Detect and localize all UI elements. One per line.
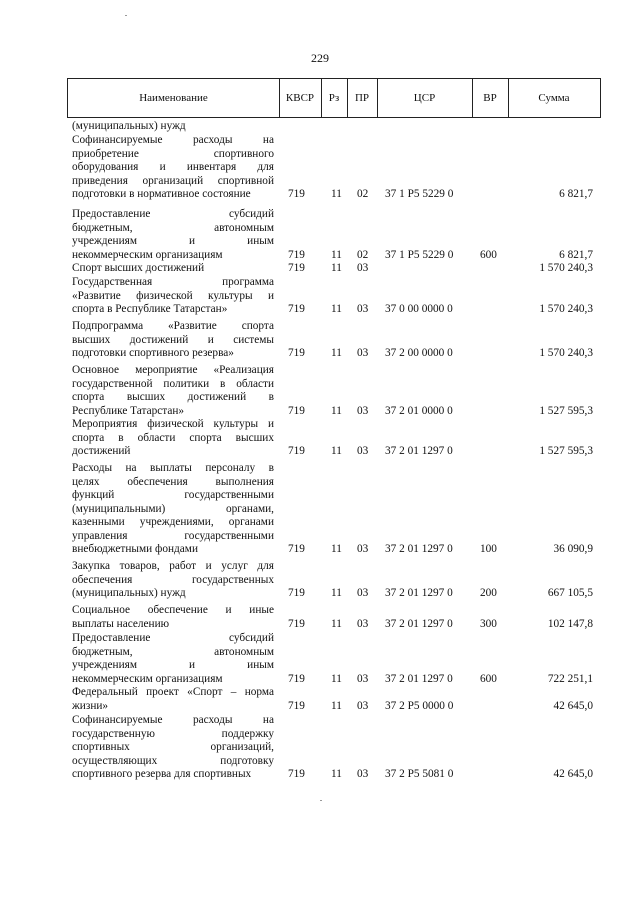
cell-rz: 11 (331, 445, 342, 457)
row-name-line: бюджетным, автономным (72, 221, 274, 234)
cell-pr: 03 (357, 617, 369, 630)
cell-rz: 11 (331, 303, 342, 315)
row-name (72, 262, 274, 276)
header-rz: Рз (328, 92, 340, 104)
row-name-line: Федеральный проект «Спорт – норма (72, 686, 274, 698)
table-header (67, 78, 601, 118)
header-vr: ВР (483, 92, 497, 104)
row-name-line: учреждениям и иным (72, 659, 274, 671)
row-name-line: Расходы на выплаты персоналу в (72, 462, 274, 474)
row-name-line: бюджетным, автономным (72, 645, 274, 658)
cell-kvsr: 719 (288, 404, 305, 417)
row-name-line: казенными учреждениями, органами (72, 516, 274, 528)
cell-sum: 1 570 240,3 (539, 303, 593, 315)
row-name-line: некоммерческим организациям (72, 248, 223, 261)
cell-sum: 1 570 240,3 (539, 262, 593, 274)
cell-rz: 11 (331, 188, 342, 200)
header-kvsr: КВСР (285, 92, 315, 104)
cell-csr: 37 2 01 0000 0 (385, 404, 453, 417)
cell-vr: 600 (480, 672, 497, 685)
row-name-line: Закупка товаров, работ и услуг для (72, 560, 274, 572)
row-name (72, 418, 274, 459)
cell-csr: 37 2 Р5 0000 0 (385, 699, 454, 712)
row-name-line: Республике Татарстан» (72, 404, 185, 417)
cell-csr: 37 2 01 1297 0 (385, 587, 453, 599)
cell-pr: 03 (357, 587, 369, 599)
row-name-line: целях обеспечения выполнения (72, 475, 274, 488)
row-name-line: обеспечения государственных (72, 573, 274, 586)
row-name-line: высших достижений и системы (72, 333, 274, 346)
cell-rz: 11 (331, 768, 342, 780)
cell-rz: 11 (331, 699, 342, 712)
cell-kvsr: 719 (288, 699, 305, 712)
row-name-line: оборудования и инвентаря для (72, 161, 274, 173)
row-name (72, 560, 274, 601)
cell-rz: 11 (331, 617, 342, 630)
row-name-line: Спорт высших достижений (72, 262, 205, 274)
header-pr: ПР (354, 92, 370, 104)
cell-csr: 37 2 01 1297 0 (385, 672, 453, 685)
row-name (72, 714, 274, 782)
cell-kvsr: 719 (288, 587, 305, 599)
cell-rz: 11 (331, 587, 342, 599)
cell-csr: 37 0 00 0000 0 (385, 303, 453, 315)
cell-sum: 6 821,7 (559, 188, 593, 200)
cell-rz: 11 (331, 248, 342, 261)
cell-csr: 37 1 Р5 5229 0 (385, 188, 454, 200)
row-name-line: Подпрограмма «Развитие спорта (72, 320, 274, 332)
cell-rz: 11 (331, 672, 342, 685)
cell-kvsr: 719 (288, 543, 305, 555)
row-name-line: (муниципальными) органами, (72, 502, 274, 515)
row-name-line: Софинансируемые расходы на (72, 714, 274, 726)
row-name-line: Основное мероприятие «Реализация (72, 364, 274, 376)
cell-kvsr: 719 (288, 768, 305, 780)
cell-kvsr: 719 (288, 445, 305, 457)
header-csr: ЦСР (413, 92, 436, 104)
cell-csr: 37 1 Р5 5229 0 (385, 248, 454, 261)
cell-csr: 37 2 01 1297 0 (385, 543, 453, 555)
row-name-line: Социальное обеспечение и иные (72, 604, 274, 616)
cell-csr: 37 2 Р5 5081 0 (385, 768, 454, 780)
cell-pr: 03 (357, 347, 369, 359)
cell-kvsr: 719 (288, 303, 305, 315)
row-name-line: подготовки в нормативное состояние (72, 188, 251, 200)
header-name: Наименование (139, 92, 208, 104)
cell-kvsr: 719 (288, 617, 305, 630)
row-name-line: спорта высших достижений в (72, 391, 274, 403)
cell-vr: 200 (480, 587, 497, 599)
row-name (72, 208, 274, 262)
cell-sum: 722 251,1 (547, 672, 593, 685)
row-name-line: Предоставление субсидий (72, 632, 274, 644)
row-name (72, 632, 274, 686)
cell-pr: 03 (357, 262, 369, 274)
cell-sum: 42 645,0 (553, 768, 593, 780)
row-name-line: спорта в области спорта высших (72, 431, 274, 444)
cell-rz: 11 (331, 543, 342, 555)
cell-sum: 1 527 595,3 (539, 404, 593, 417)
row-name (72, 276, 274, 317)
cell-sum: 1 527 595,3 (539, 445, 593, 457)
row-name-line: спортивных организаций, (72, 741, 274, 753)
cell-pr: 03 (357, 543, 369, 555)
row-name-line: управления государственными (72, 529, 274, 542)
cell-pr: 02 (357, 248, 369, 261)
row-name-line: (муниципальных) нужд (72, 587, 186, 599)
row-name (72, 320, 274, 361)
cell-sum: 6 821,7 (559, 248, 593, 261)
cell-vr: 600 (480, 248, 497, 261)
cell-rz: 11 (331, 404, 342, 417)
cell-kvsr: 719 (288, 672, 305, 685)
row-name-line: Мероприятия физической культуры и (72, 418, 274, 430)
cell-pr: 03 (357, 768, 369, 780)
cell-kvsr: 719 (288, 262, 305, 274)
cell-kvsr: 719 (288, 347, 305, 359)
cell-rz: 11 (331, 347, 342, 359)
row-name-line: спортивного резерва для спортивных (72, 768, 252, 780)
row-name-line: жизни» (72, 699, 109, 712)
row-name-line: учреждениям и иным (72, 235, 274, 247)
row-name-line: осуществляющих подготовку (72, 754, 274, 767)
cell-pr: 03 (357, 445, 369, 457)
cell-csr: 37 2 01 1297 0 (385, 617, 453, 630)
cell-rz: 11 (331, 262, 342, 274)
row-name-line: подготовки спортивного резерва» (72, 347, 234, 359)
cell-pr: 03 (357, 672, 369, 685)
row-name-line: функций государственными (72, 489, 274, 501)
row-name-line: Софинансируемые расходы на (72, 134, 274, 146)
cell-sum: 1 570 240,3 (539, 347, 593, 359)
row-name-line: внебюджетными фондами (72, 543, 198, 555)
cell-kvsr: 719 (288, 188, 305, 200)
row-name-line: государственной политики в области (72, 377, 274, 390)
header-sum: Сумма (538, 92, 570, 104)
cell-pr: 02 (357, 188, 369, 200)
row-name-line: Государственная программа (72, 276, 274, 288)
cell-vr: 100 (480, 543, 497, 555)
row-name-line: достижений (72, 445, 131, 457)
row-name (72, 604, 274, 631)
cell-pr: 03 (357, 699, 369, 712)
cell-csr: 37 2 01 1297 0 (385, 445, 453, 457)
row-name-line: государственную поддержку (72, 727, 274, 740)
row-name-line: выплаты населению (72, 617, 170, 630)
cell-csr: 37 2 00 0000 0 (385, 347, 453, 359)
cell-sum: 667 105,5 (547, 587, 593, 599)
row-name-line: (муниципальных) нужд (72, 120, 186, 132)
cell-sum: 42 645,0 (553, 699, 593, 712)
cell-sum: 36 090,9 (553, 543, 593, 555)
row-name (72, 134, 274, 202)
row-name-line: приобретение спортивного (72, 147, 274, 160)
row-name (72, 364, 274, 418)
row-name-line: приведения организаций спортивной (72, 174, 274, 187)
row-name-line: «Развитие физической культуры и (72, 289, 274, 302)
row-name-line: Предоставление субсидий (72, 208, 274, 220)
cell-vr: 300 (480, 617, 497, 630)
row-name (72, 120, 274, 134)
row-name (72, 686, 274, 713)
row-name (72, 462, 274, 557)
row-name-line: спорта в Республике Татарстан» (72, 303, 228, 315)
cell-kvsr: 719 (288, 248, 305, 261)
cell-pr: 03 (357, 303, 369, 315)
row-name-line: некоммерческим организациям (72, 672, 223, 685)
cell-sum: 102 147,8 (547, 617, 593, 630)
page-number: 229 (311, 51, 329, 65)
cell-pr: 03 (357, 404, 369, 417)
